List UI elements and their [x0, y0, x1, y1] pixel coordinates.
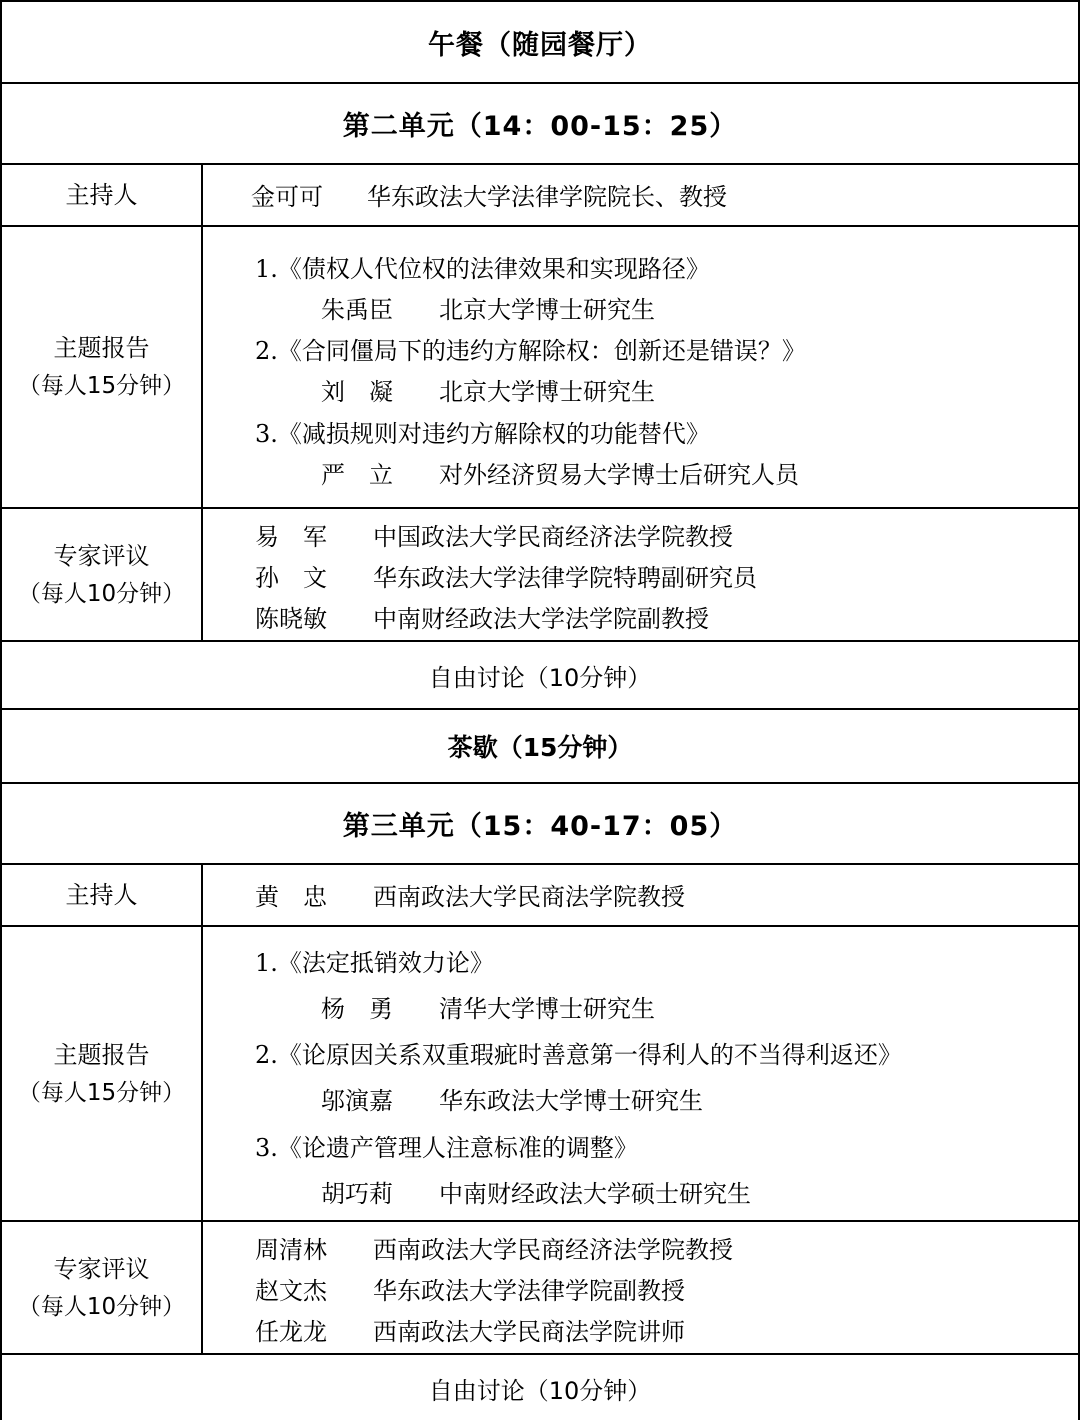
unit2-report-3-speaker [321, 455, 799, 490]
unit2-reviewer-3-name: 陈晓敏 [255, 605, 327, 633]
unit2-report-1-topic: 1.《债权人代位权的法律效果和实现路径》 [255, 255, 710, 283]
unit3-review-sub: （每人10分钟） [17, 1293, 186, 1320]
unit2-review-content [203, 509, 1078, 640]
unit3-reviewer-3 [255, 1312, 685, 1347]
unit3-report-label-cell [2, 927, 203, 1220]
unit3-host-label: 主持人 [65, 881, 138, 909]
unit3-reviewer-1-name: 周清林 [255, 1236, 327, 1264]
unit3-review-label-cell [2, 1222, 203, 1353]
unit2-host-content [203, 165, 1078, 225]
unit3-report-sub: （每人15分钟） [17, 1079, 186, 1106]
unit3-report-2-speaker [321, 1081, 703, 1116]
unit2-report-label-cell [2, 227, 203, 507]
unit2-report-3-name: 严 立 [321, 461, 393, 489]
unit2-discussion: 自由讨论（10分钟） [428, 663, 652, 692]
unit3-report-2-affiliation: 华东政法大学博士研究生 [439, 1087, 703, 1115]
unit3-host-label-cell [2, 865, 203, 925]
unit2-review-sub: （每人10分钟） [17, 580, 186, 607]
unit2-reviewer-1 [255, 517, 733, 552]
unit2-report-sub: （每人15分钟） [17, 373, 186, 399]
unit2-report-2-speaker [321, 372, 655, 407]
unit2-host-title: 华东政法大学法律学院院长、教授 [367, 183, 727, 211]
unit3-reviewer-2 [255, 1271, 685, 1306]
unit2-report-content [203, 227, 1078, 507]
unit3-report-1-affiliation: 清华大学博士研究生 [439, 995, 655, 1023]
unit3-reviewer-2-name: 赵文杰 [255, 1277, 327, 1305]
unit3-review-content [203, 1222, 1078, 1353]
unit2-host-name: 金可可 [251, 183, 323, 211]
unit2-reviewer-2 [255, 558, 757, 593]
unit2-report-3-affiliation: 对外经济贸易大学博士后研究人员 [439, 461, 799, 489]
unit3-reviewer-1 [255, 1230, 733, 1265]
unit3-review-label: 专家评议 [53, 1254, 150, 1283]
unit2-review-label: 专家评议 [53, 541, 150, 570]
unit3-report-3-affiliation: 中南财经政法大学硕士研究生 [439, 1180, 751, 1208]
unit2-title-row [2, 84, 1078, 165]
unit2-reviewer-2-name: 孙 文 [255, 564, 327, 592]
unit2-title: 第二单元（14：00-15：25） [342, 111, 738, 142]
unit2-review-row [2, 509, 1078, 642]
unit2-report-2-topic: 2.《合同僵局下的违约方解除权：创新还是错误？》 [255, 337, 806, 365]
unit3-host-name: 黄 忠 [255, 883, 327, 911]
unit3-reviewer-2-title: 华东政法大学法律学院副教授 [373, 1277, 685, 1305]
unit3-report-3-topic: 3.《论遗产管理人注意标准的调整》 [255, 1134, 638, 1162]
unit3-report-1-name: 杨 勇 [321, 995, 393, 1023]
unit3-reviewer-3-name: 任龙龙 [255, 1318, 327, 1346]
unit3-review-row [2, 1222, 1078, 1355]
unit2-reviewer-2-title: 华东政法大学法律学院特聘副研究员 [373, 564, 757, 592]
unit3-report-3-speaker [321, 1174, 751, 1209]
unit2-reviewer-3-title: 中南财经政法大学法学院副教授 [373, 605, 709, 633]
unit3-discussion-row [2, 1355, 1078, 1422]
unit3-report-1-topic: 1.《法定抵销效力论》 [255, 949, 494, 977]
unit2-report-2-name: 刘 凝 [321, 378, 393, 406]
unit3-reviewer-3-title: 西南政法大学民商法学院讲师 [373, 1318, 685, 1346]
unit2-host-row [2, 165, 1078, 227]
unit3-report-content [203, 927, 1078, 1220]
unit3-title: 第三单元（15：40-17：05） [342, 811, 738, 842]
unit3-reviewer-1-title: 西南政法大学民商经济法学院教授 [373, 1236, 733, 1264]
unit2-reviewer-3 [255, 599, 709, 634]
unit3-report-1-speaker [321, 989, 655, 1024]
unit2-review-label-cell [2, 509, 203, 640]
unit2-discussion-row [2, 642, 1078, 710]
unit2-report-3-topic: 3.《减损规则对违约方解除权的功能替代》 [255, 420, 710, 448]
unit3-host-title: 西南政法大学民商法学院教授 [373, 883, 685, 911]
unit2-reviewer-1-name: 易 军 [255, 523, 327, 551]
unit2-report-label: 主题报告 [53, 334, 150, 362]
unit2-report-1-name: 朱禹臣 [321, 296, 393, 324]
unit3-report-row [2, 927, 1078, 1222]
unit2-report-row [2, 227, 1078, 509]
unit2-report-2-affiliation: 北京大学博士研究生 [439, 378, 655, 406]
unit2-host-label-cell [2, 165, 203, 225]
unit3-discussion: 自由讨论（10分钟） [428, 1377, 652, 1405]
lunch-row [2, 2, 1078, 84]
tea-break-title: 茶歇（15分钟） [447, 733, 633, 762]
unit3-report-label: 主题报告 [53, 1040, 150, 1069]
unit3-report-2-topic: 2.《论原因关系双重瑕疵时善意第一得利人的不当得利返还》 [255, 1041, 902, 1069]
unit2-reviewer-1-title: 中国政法大学民商经济法学院教授 [373, 523, 733, 551]
tea-break-row [2, 710, 1078, 784]
unit3-report-2-name: 邬演嘉 [321, 1087, 393, 1115]
lunch-title: 午餐（随园餐厅） [428, 29, 652, 61]
unit3-host-content [203, 865, 1078, 925]
unit3-report-3-name: 胡巧莉 [321, 1180, 393, 1208]
unit2-host-label: 主持人 [65, 181, 138, 209]
unit3-host-row [2, 865, 1078, 927]
unit2-report-1-affiliation: 北京大学博士研究生 [439, 296, 655, 324]
unit3-title-row [2, 784, 1078, 865]
unit2-report-1-speaker [321, 290, 655, 325]
